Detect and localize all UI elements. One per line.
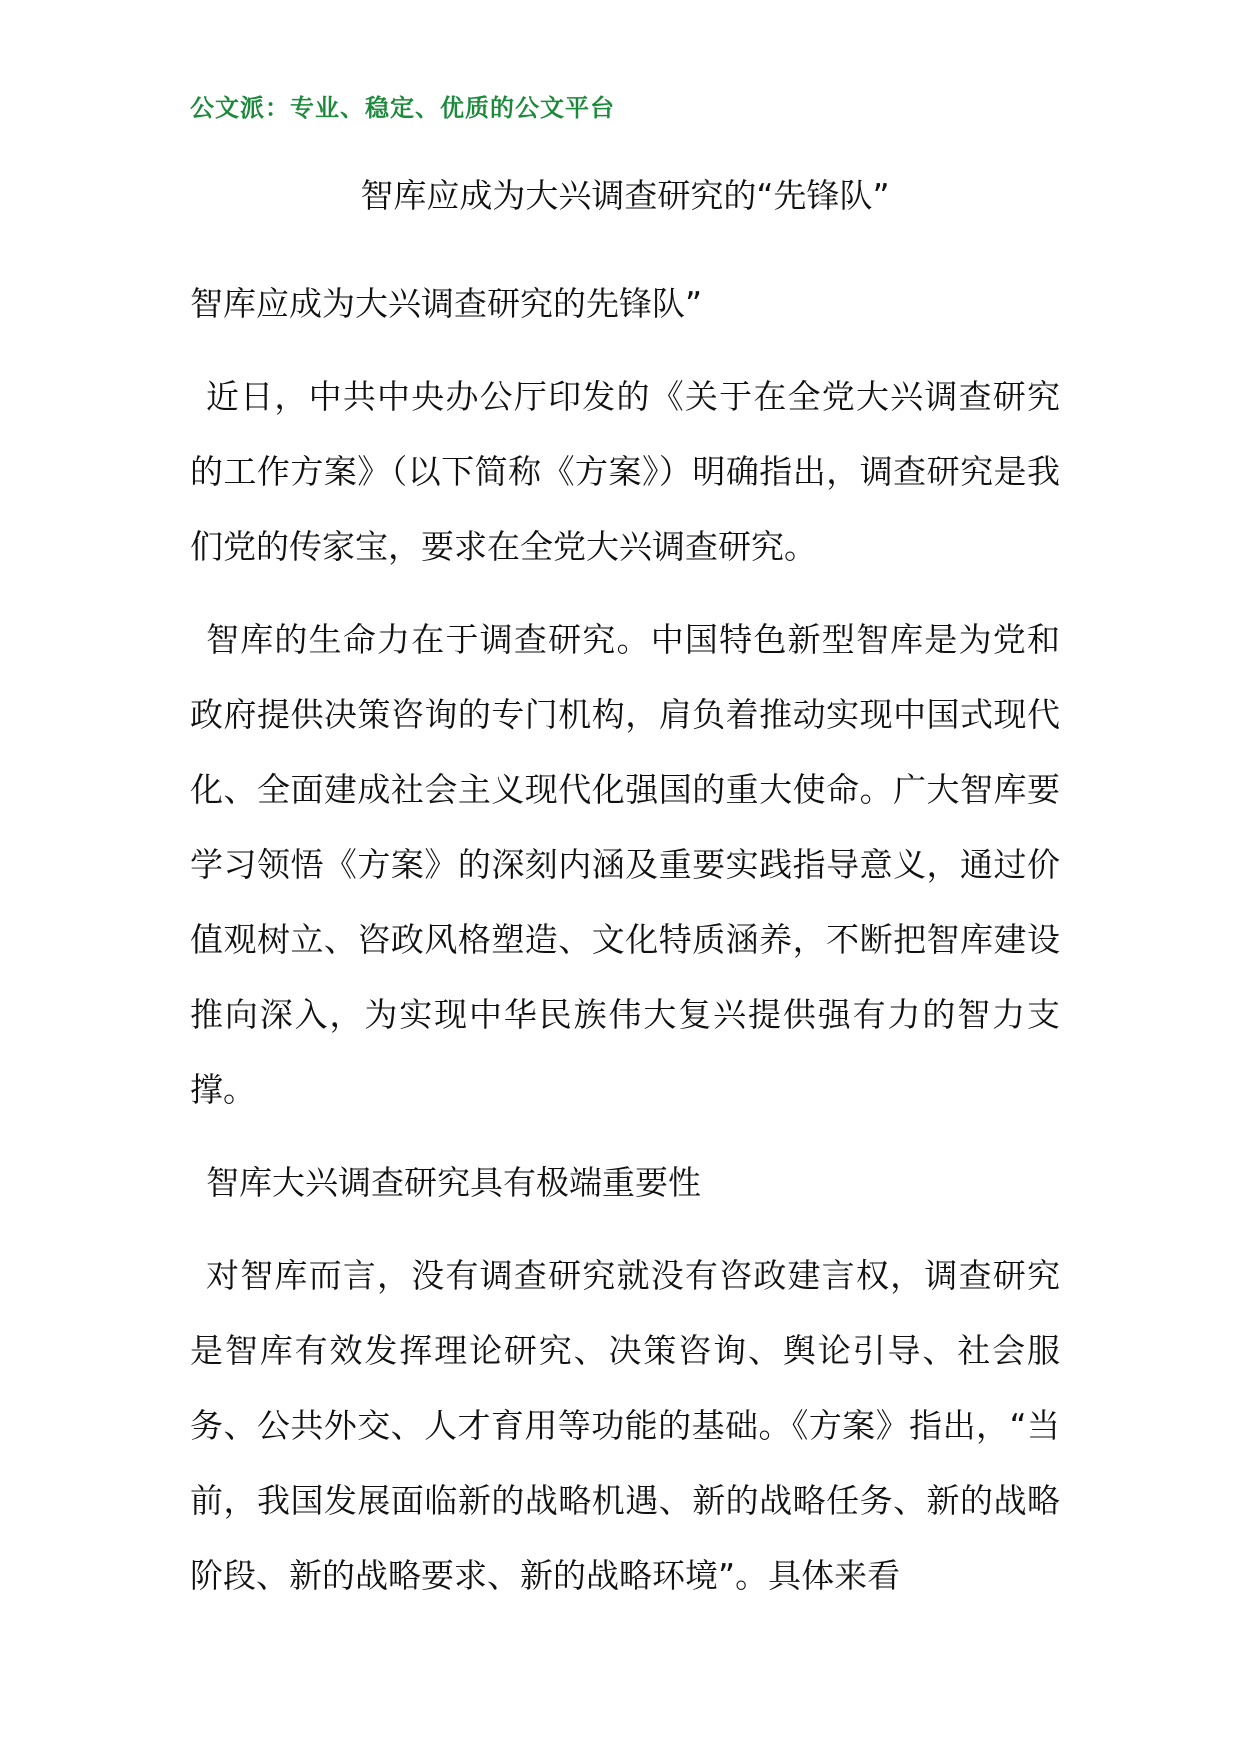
site-header-slogan: 公文派：专业、稳定、优质的公文平台 — [190, 93, 615, 122]
document-body — [190, 266, 1060, 1631]
body-paragraph: 智库的生命力在于调查研究。中国特色新型智库是为党和政府提供决策咨询的专门机构，肩负着推动实现中国式现代化、全面建成社会主义现代化强国的重大使命。广大智库要学习领悟《方案》的深刻内涵及重要实践指导意义，通过价值观树立、咨政风格塑造、文化特质涵养，不断把智库建设推向深入，为实现中华民族伟大复兴提供强有力的智力支撑。 — [190, 620, 1060, 1109]
body-paragraph: 近日，中共中央办公厅印发的《关于在全党大兴调查研究的工作方案》（以下简称《方案》）明确指出，调查研究是我们党的传家宝，要求在全党大兴调查研究。 — [190, 377, 1060, 566]
section-heading: 智库大兴调查研究具有极端重要性 — [206, 1163, 701, 1202]
subheading-paragraph: 智库应成为大兴调查研究的先锋队” — [190, 284, 703, 323]
body-paragraph: 对智库而言，没有调查研究就没有咨政建言权，调查研究是智库有效发挥理论研究、决策咨询、舆论引导、社会服务、公共外交、人才育用等功能的基础。《方案》指出，“当前，我国发展面临新的战略机遇、新的战略任务、新的战略阶段、新的战略要求、新的战略环境”。具体来看 — [190, 1256, 1060, 1595]
document-title: 智库应成为大兴调查研究的“先锋队” — [360, 176, 890, 215]
